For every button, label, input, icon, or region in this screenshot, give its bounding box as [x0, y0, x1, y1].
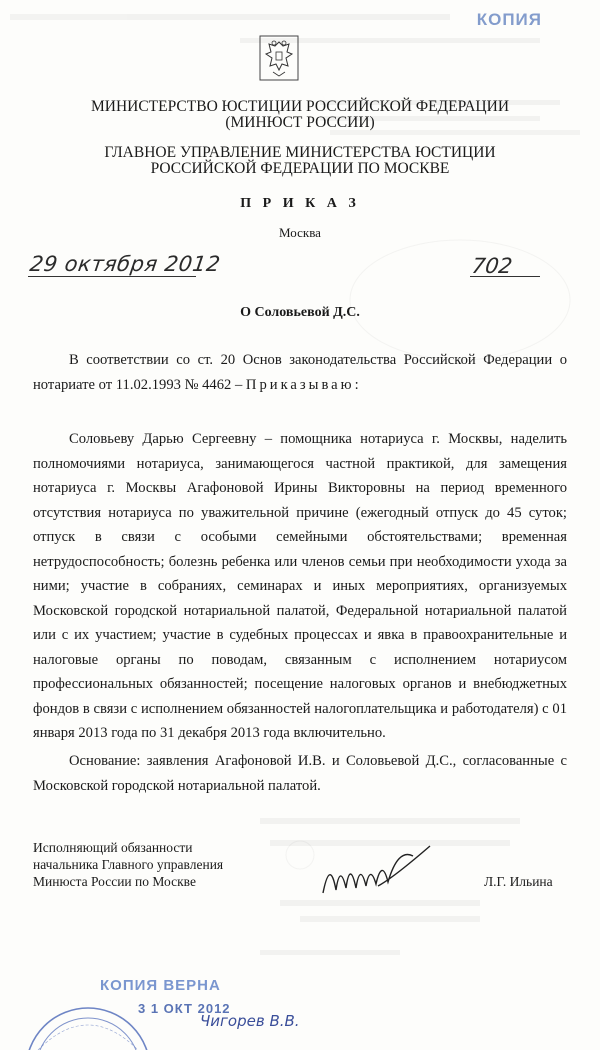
- document-city: Москва: [279, 225, 321, 240]
- order-subject: О Соловьевой Д.С.: [240, 305, 360, 320]
- certifier-signature: Чигорев В.В.: [200, 1012, 300, 1030]
- certified-copy-stamp: КОПИЯ ВЕРНА: [100, 977, 221, 994]
- legal-basis-text: В соответствии со ст. 20 Основ законодательства Российской Федерации о нотариате от 11.02.1993 № 4462 –: [33, 352, 567, 393]
- certified-copy-date: 3 1 ОКТ 2012: [138, 1001, 231, 1016]
- signatory-title: [33, 839, 223, 890]
- directorate-line-2: РОССИЙСКОЙ ФЕДЕРАЦИИ ПО МОСКВЕ: [150, 160, 450, 177]
- copy-stamp: КОПИЯ: [476, 10, 542, 29]
- date-underline: [28, 276, 196, 277]
- coat-of-arms-icon: [258, 34, 300, 82]
- signatory-line-2: начальника Главного управления: [33, 857, 224, 872]
- directorate-heading: [0, 145, 600, 177]
- handwritten-signature: [318, 838, 438, 908]
- paragraph-legal-basis: [33, 348, 567, 397]
- decree-word: Приказываю:: [245, 376, 362, 393]
- paragraph-order-content: Соловьеву Дарью Сергеевну – помощника нотариуса г. Москвы, наделить полномочиями нотариуса, занимающегося частной практикой, для замещения нотариуса г. Москвы Агафоновой Ирины Викторовны на период временного отсутствия нотариуса по уважительной причине (ежегодный отпуск до 45 суток; отпуск в связи с особыми семейными обстоятельствами; временная нетрудоспособность; болезнь ребенка или членов семьи при необходимости ухода за ними; участие в собраниях, семинарах и иных мероприятиях, организуемых Московской городской нотариальной палатой, Федеральной нотариальной палатой или с их участием; участие в судебных процессах и явка в правоохранительные и налоговые органы по поводам, связанным с исполнением нотариусом профессиональных обязанностей; посещение налоговых органов и внебюджетных фондов в связи с исполнением обязанностей налогоплательщика и работодателя) с 01 января 2013 года по 31 декабря 2013 года включительно.: [33, 431, 567, 741]
- number-underline: [470, 276, 540, 277]
- ministry-line-1: МИНИСТЕРСТВО ЮСТИЦИИ РОССИЙСКОЙ ФЕДЕРАЦИИ: [90, 98, 510, 115]
- directorate-line-1: ГЛАВНОЕ УПРАВЛЕНИЕ МИНИСТЕРСТВА ЮСТИЦИИ: [104, 144, 496, 161]
- ministry-line-2: (МИНЮСТ РОССИИ): [225, 114, 375, 131]
- order-date: 29 октября 2012: [28, 252, 223, 276]
- paragraph-grounds: Основание: заявления Агафоновой И.В. и Соловьевой Д.С., согласованные с Московской городской нотариальной палатой.: [33, 753, 567, 794]
- order-number: 702: [470, 254, 514, 278]
- ministry-heading: [0, 99, 600, 131]
- official-seal-icon: [18, 990, 148, 1050]
- signatory-name: Л.Г. Ильина: [484, 874, 553, 889]
- document-type: П Р И К А З: [240, 196, 360, 211]
- signatory-line-3: Минюста России по Москве: [33, 874, 196, 889]
- signatory-line-1: Исполняющий обязанности: [33, 840, 193, 855]
